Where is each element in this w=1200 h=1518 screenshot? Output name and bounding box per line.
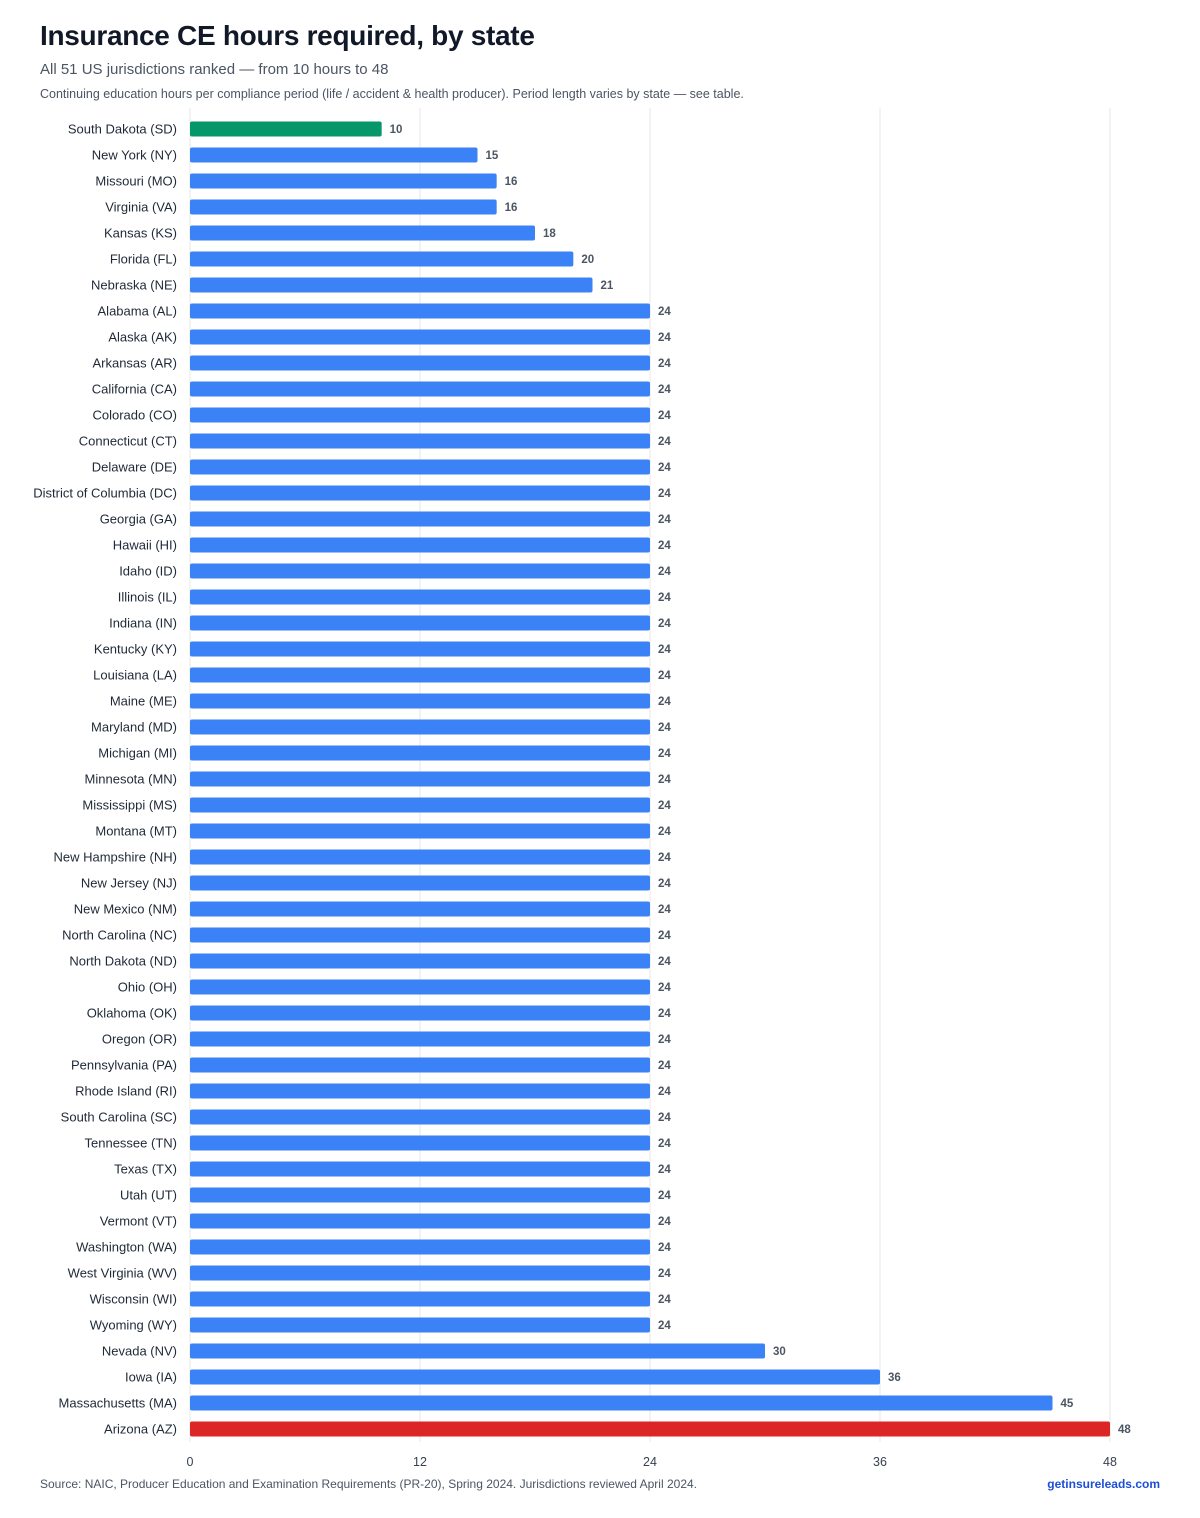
bar — [190, 408, 650, 423]
bar — [190, 590, 650, 605]
category-label: Hawaii (HI) — [112, 537, 177, 553]
bar — [190, 122, 382, 137]
value-label: 30 — [773, 1346, 786, 1358]
value-label: 24 — [658, 904, 671, 916]
bar — [190, 252, 573, 267]
value-label: 24 — [658, 800, 671, 812]
bar — [190, 798, 650, 813]
value-label: 24 — [658, 826, 671, 838]
bar — [190, 642, 650, 657]
category-label: Delaware (DE) — [91, 459, 177, 475]
chart-subtitle: All 51 US jurisdictions ranked — from 10 hours to 48 — [40, 61, 389, 78]
category-label: Connecticut (CT) — [78, 433, 177, 449]
bar — [190, 720, 650, 735]
value-label: 24 — [658, 982, 671, 994]
category-label: Illinois (IL) — [117, 589, 177, 605]
value-label: 24 — [658, 332, 671, 344]
value-label: 24 — [658, 748, 671, 760]
category-label: Oklahoma (OK) — [86, 1005, 177, 1021]
bar — [190, 1032, 650, 1047]
bar — [190, 1422, 1110, 1437]
bar — [190, 512, 650, 527]
bar — [190, 928, 650, 943]
category-label: Kansas (KS) — [104, 225, 177, 241]
bar — [190, 902, 650, 917]
bar — [190, 1318, 650, 1333]
bar — [190, 1240, 650, 1255]
value-label: 24 — [658, 1138, 671, 1150]
category-label: South Dakota (SD) — [67, 121, 177, 137]
value-label: 24 — [658, 930, 671, 942]
source-note: Source: NAIC, Producer Education and Examination Requirements (PR-20), Spring 2024. Jurisdictions reviewed April 2024. — [40, 1477, 697, 1491]
value-label: 24 — [658, 566, 671, 578]
bar — [190, 668, 650, 683]
value-label: 45 — [1060, 1398, 1074, 1410]
value-label: 15 — [485, 150, 499, 162]
category-label: Wisconsin (WI) — [89, 1291, 177, 1307]
bar — [190, 1084, 650, 1099]
bar — [190, 1292, 650, 1307]
category-label: North Carolina (NC) — [62, 927, 177, 943]
category-label: Wyoming (WY) — [89, 1317, 177, 1333]
value-label: 24 — [658, 436, 671, 448]
bar — [190, 330, 650, 345]
bar — [190, 148, 478, 163]
category-label: Utah (UT) — [119, 1187, 177, 1203]
category-label: District of Columbia (DC) — [33, 485, 177, 501]
value-label: 24 — [658, 1112, 671, 1124]
category-label: Nebraska (NE) — [91, 277, 177, 293]
x-tick-label: 0 — [186, 1455, 194, 1469]
bar — [190, 824, 650, 839]
value-label: 48 — [1118, 1424, 1131, 1436]
category-label: Montana (MT) — [95, 823, 177, 839]
category-label: South Carolina (SC) — [60, 1109, 177, 1125]
category-label: Washington (WA) — [76, 1239, 177, 1255]
chart-title: Insurance CE hours required, by state — [40, 20, 535, 51]
bar — [190, 538, 650, 553]
value-label: 24 — [658, 722, 671, 734]
value-label: 16 — [504, 202, 518, 214]
value-label: 24 — [658, 306, 671, 318]
value-label: 24 — [658, 1268, 671, 1280]
category-label: New York (NY) — [91, 147, 177, 163]
x-tick-label: 24 — [643, 1455, 657, 1469]
category-label: Alaska (AK) — [108, 329, 177, 345]
category-label: Minnesota (MN) — [84, 771, 177, 787]
bar — [190, 1396, 1053, 1411]
value-label: 24 — [658, 1216, 671, 1228]
category-label: Maryland (MD) — [91, 719, 177, 735]
category-label: New Mexico (NM) — [73, 901, 177, 917]
category-label: Indiana (IN) — [109, 615, 177, 631]
value-label: 24 — [658, 1060, 671, 1072]
value-label: 24 — [658, 644, 671, 656]
bar — [190, 356, 650, 371]
category-label: Michigan (MI) — [98, 745, 177, 761]
category-label: Alabama (AL) — [97, 303, 177, 319]
category-label: Maine (ME) — [109, 693, 177, 709]
value-label: 24 — [658, 540, 671, 552]
bar-chart — [0, 100, 1200, 1475]
value-label: 24 — [658, 956, 671, 968]
value-label: 36 — [888, 1372, 901, 1384]
category-label: Iowa (IA) — [124, 1369, 177, 1385]
value-label: 24 — [658, 1294, 671, 1306]
bar — [190, 434, 650, 449]
category-label: Kentucky (KY) — [93, 641, 177, 657]
value-label: 24 — [658, 618, 671, 630]
category-label: Nevada (NV) — [101, 1343, 177, 1359]
value-label: 24 — [658, 358, 671, 370]
bar — [190, 746, 650, 761]
category-label: Rhode Island (RI) — [75, 1083, 177, 1099]
category-label: North Dakota (ND) — [69, 953, 177, 969]
bar — [190, 486, 650, 501]
category-label: Florida (FL) — [109, 251, 177, 267]
value-label: 24 — [658, 696, 671, 708]
category-label: Oregon (OR) — [101, 1031, 177, 1047]
chart-note: Continuing education hours per compliance period (life / accident & health producer). Period length varies by state — see table. — [40, 87, 744, 101]
bar — [190, 174, 497, 189]
value-label: 10 — [389, 124, 403, 136]
category-label: Missouri (MO) — [95, 173, 177, 189]
bar — [190, 304, 650, 319]
category-label: Arizona (AZ) — [104, 1421, 177, 1437]
x-tick-label: 36 — [873, 1455, 887, 1469]
bar — [190, 1188, 650, 1203]
value-label: 24 — [658, 1320, 671, 1332]
category-label: Mississippi (MS) — [82, 797, 177, 813]
bar — [190, 772, 650, 787]
bar — [190, 460, 650, 475]
value-label: 24 — [658, 852, 671, 864]
category-label: New Jersey (NJ) — [80, 875, 177, 891]
brand-link[interactable]: getinsureleads.com — [1047, 1477, 1160, 1491]
bar — [190, 1136, 650, 1151]
bar — [190, 1266, 650, 1281]
bar — [190, 200, 497, 215]
value-label: 20 — [581, 254, 595, 266]
value-label: 24 — [658, 1008, 671, 1020]
value-label: 24 — [658, 1190, 671, 1202]
value-label: 24 — [658, 592, 671, 604]
category-label: California (CA) — [91, 381, 177, 397]
value-label: 24 — [658, 670, 671, 682]
bar — [190, 694, 650, 709]
value-label: 24 — [658, 1164, 671, 1176]
bar — [190, 1006, 650, 1021]
value-label: 24 — [658, 774, 671, 786]
bar — [190, 226, 535, 241]
category-label: Massachusetts (MA) — [58, 1395, 177, 1411]
category-label: Tennessee (TN) — [84, 1135, 177, 1151]
category-label: Virginia (VA) — [105, 199, 177, 215]
bar — [190, 876, 650, 891]
value-label: 24 — [658, 514, 671, 526]
bar — [190, 1344, 765, 1359]
category-labels — [33, 122, 177, 1437]
bar — [190, 980, 650, 995]
category-label: New Hampshire (NH) — [53, 849, 177, 865]
value-label: 24 — [658, 1034, 671, 1046]
category-label: Texas (TX) — [114, 1161, 177, 1177]
bar — [190, 850, 650, 865]
value-label: 24 — [658, 462, 671, 474]
category-label: Idaho (ID) — [119, 563, 177, 579]
value-label: 24 — [658, 384, 671, 396]
category-label: Ohio (OH) — [117, 979, 177, 995]
category-label: Arkansas (AR) — [92, 355, 177, 371]
bar — [190, 616, 650, 631]
category-label: Louisiana (LA) — [93, 667, 177, 683]
category-label: Georgia (GA) — [99, 511, 177, 527]
category-label: West Virginia (WV) — [67, 1265, 177, 1281]
category-label: Pennsylvania (PA) — [71, 1057, 177, 1073]
bar — [190, 382, 650, 397]
bar — [190, 1370, 880, 1385]
bar — [190, 1058, 650, 1073]
bar — [190, 1162, 650, 1177]
bar — [190, 278, 593, 293]
value-label: 24 — [658, 1242, 671, 1254]
bar — [190, 1110, 650, 1125]
bar — [190, 564, 650, 579]
value-label: 24 — [658, 488, 671, 500]
x-tick-label: 12 — [413, 1455, 427, 1469]
bar — [190, 1214, 650, 1229]
value-label: 18 — [543, 228, 556, 240]
value-label: 21 — [600, 280, 614, 292]
category-label: Vermont (VT) — [99, 1213, 177, 1229]
bar — [190, 954, 650, 969]
x-axis — [187, 1455, 1117, 1469]
x-tick-label: 48 — [1103, 1455, 1117, 1469]
category-label: Colorado (CO) — [92, 407, 177, 423]
value-label: 24 — [658, 1086, 671, 1098]
value-label: 24 — [658, 410, 671, 422]
value-label: 16 — [504, 176, 518, 188]
value-label: 24 — [658, 878, 671, 890]
